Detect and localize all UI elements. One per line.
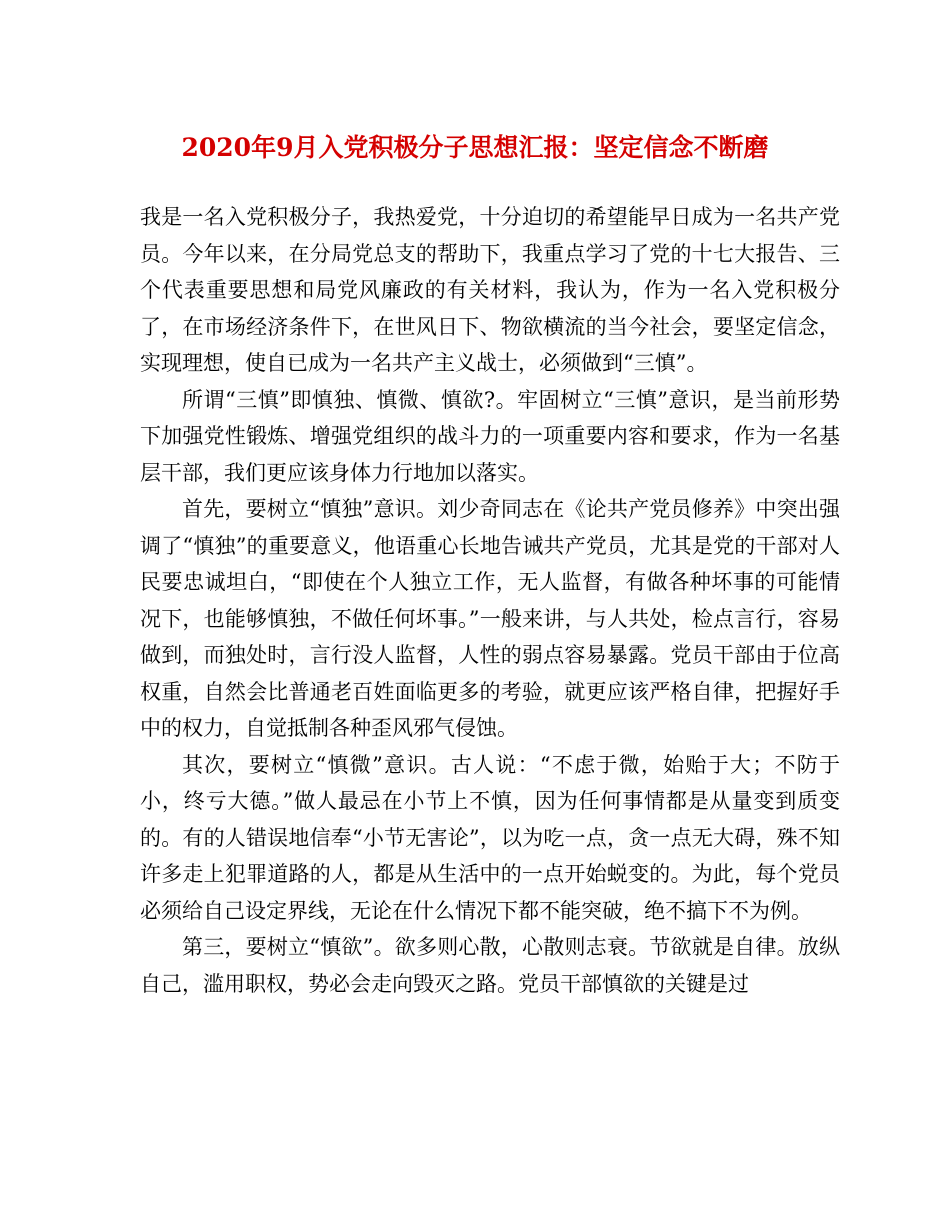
paragraph: 所谓“三慎”即慎独、慎微、慎欲?。牢固树立“三慎”意识，是当前形势下加强党性锻炼、增强党组织的战斗力的一项重要内容和要求，作为一名基层干部，我们更应该身体力行地加以落实。 — [140, 387, 840, 485]
paragraph: 第三，要树立“慎欲”。欲多则心散，心散则志衰。节欲就是自律。放纵自己，滥用职权，势必会走向毁灭之路。党员干部慎欲的关键是过 — [140, 935, 840, 996]
document-body — [140, 199, 840, 1002]
paragraph: 我是一名入党积极分子，我热爱党，十分迫切的希望能早日成为一名共产党员。今年以来，在分局党总支的帮助下，我重点学习了党的十七大报告、三个代表重要思想和局党风廉政的有关材料，我认为，作为一名入党积极分了，在市场经济条件下，在世风日下、物欲横流的当今社会，要坚定信念，实现理想，使自已成为一名共产主义战士，必须做到“三慎”。 — [140, 205, 840, 375]
paragraph: 首先，要树立“慎独”意识。刘少奇同志在《论共产党员修养》中突出强调了“慎独”的重要意义，他语重心长地告诫共产党员，尤其是党的干部对人民要忠诚坦白，“即使在个人独立工作，无人监督，有做各种坏事的可能情况下，也能够慎独，不做任何坏事。”一般来讲，与人共处，检点言行，容易做到，而独处时，言行没人监督，人性的弱点容易暴露。党员干部由于位高权重，自然会比普通老百姓面临更多的考验，就更应该严格自律，把握好手中的权力，自觉抵制各种歪风邪气侵蚀。 — [140, 497, 840, 740]
paragraph: 其次，要树立“慎微”意识。古人说：“不虑于微，始贻于大；不防于小，终亏大德。”做人最忌在小节上不慎，因为任何事情都是从量变到质变的。有的人错误地信奉“小节无害论”，以为吃一点，贪一点无大碍，殊不知许多走上犯罪道路的人，都是从生活中的一点开始蜕变的。为此，每个党员必须给自己设定界线，无论在什么情况下都不能突破，绝不搞下不为例。 — [140, 752, 840, 923]
document-title: 2020年9月入党积极分子思想汇报：坚定信念不断磨 — [181, 133, 769, 162]
